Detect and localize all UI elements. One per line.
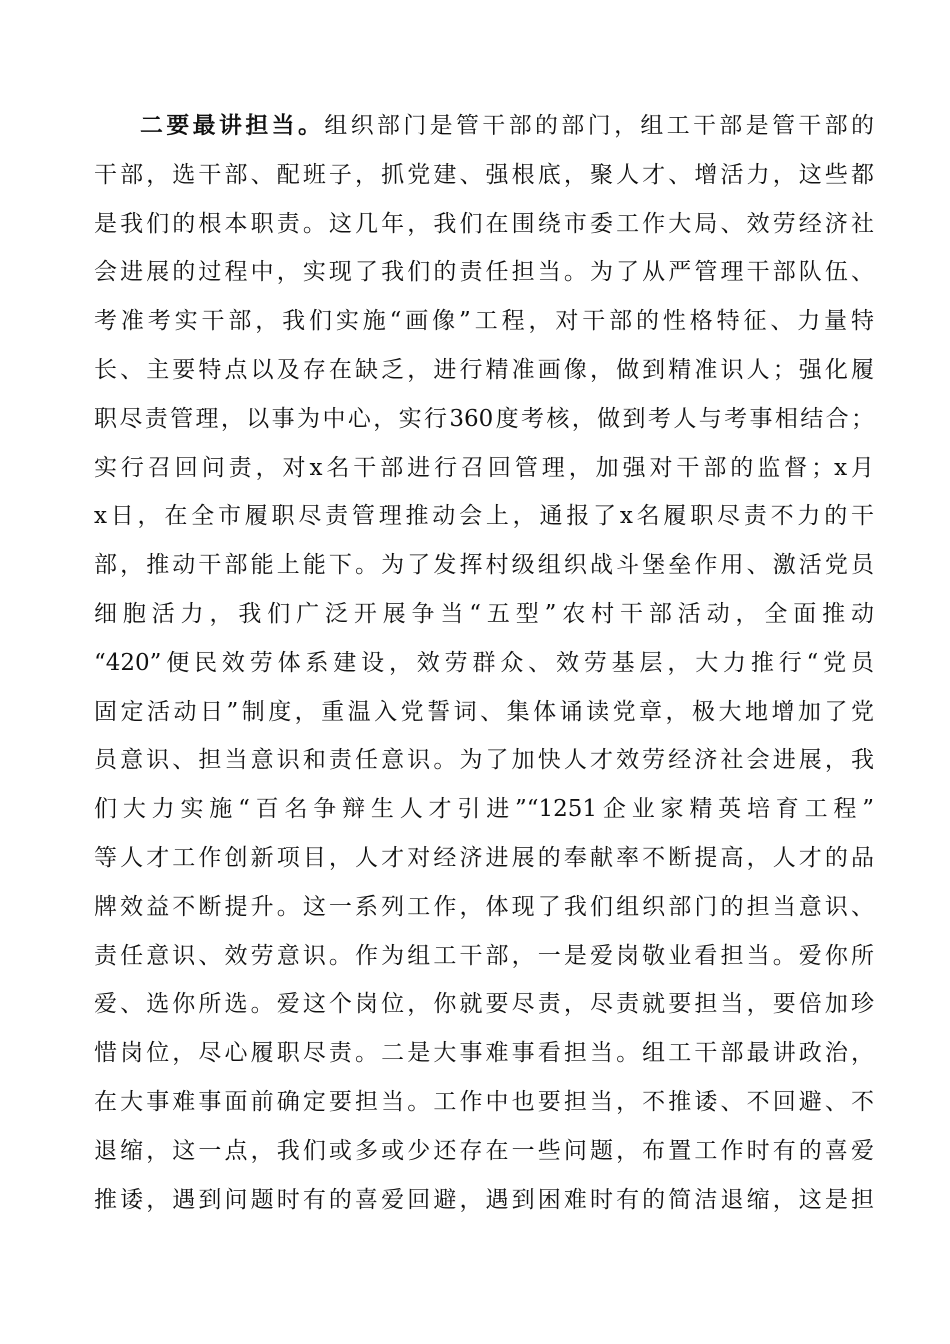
paragraph-line: 考准考实干部，我们实施“画像”工程，对干部的性格特征、力量特: [94, 308, 874, 335]
paragraph-line: 实行召回问责，对x名干部进行召回管理，加强对干部的监督；x月: [94, 454, 874, 481]
paragraph-line: 是我们的根本职责。这几年，我们在围绕市委工作大局、效劳经济社: [94, 210, 874, 237]
body-paragraph: [94, 102, 874, 1224]
paragraph-line: 会进展的过程中，实现了我们的责任担当。为了从严管理干部队伍、: [94, 259, 874, 286]
line-text: 组织部门是管干部的部门，组工干部是管干部的: [324, 113, 874, 139]
paragraph-line: x日，在全市履职尽责管理推动会上，通报了x名履职尽责不力的干: [94, 503, 874, 530]
paragraph-line: 退缩，这一点，我们或多或少还存在一些问题，布置工作时有的喜爱: [94, 1137, 874, 1164]
paragraph-line: 爱、选你所选。爱这个岗位，你就要尽责，尽责就要担当，要倍加珍: [94, 991, 874, 1018]
paragraph-line: 干部，选干部、配班子，抓党建、强根底，聚人才、增活力，这些都: [94, 161, 874, 188]
paragraph-line: “420”便民效劳体系建设，效劳群众、效劳基层，大力推行“党员: [94, 649, 874, 676]
paragraph-line: 推诿，遇到问题时有的喜爱回避，遇到困难时有的简洁退缩，这是担: [94, 1186, 874, 1213]
paragraph-line: 部，推动干部能上能下。为了发挥村级组织战斗堡垒作用、激活党员: [94, 552, 874, 579]
paragraph-line: 长、主要特点以及存在缺乏，进行精准画像，做到精准识人；强化履: [94, 356, 874, 383]
paragraph-lead-heading: 二要最讲担当。: [140, 113, 325, 139]
paragraph-line: 惜岗位，尽心履职尽责。二是大事难事看担当。组工干部最讲政治，: [94, 1040, 874, 1067]
paragraph-line: 等人才工作创新项目，人才对经济进展的奉献率不断提高，人才的品: [94, 844, 874, 871]
paragraph-line: 牌效益不断提升。这一系列工作，体现了我们组织部门的担当意识、: [94, 893, 874, 920]
paragraph-line: 在大事难事面前确定要担当。工作中也要担当，不推诿、不回避、不: [94, 1088, 874, 1115]
paragraph-line: 固定活动日”制度，重温入党誓词、集体诵读党章，极大地增加了党: [94, 698, 874, 725]
paragraph-line: 细胞活力，我们广泛开展争当“五型”农村干部活动，全面推动: [94, 600, 874, 627]
paragraph-line: 们大力实施“百名争辩生人才引进”“1251企业家精英培育工程”: [94, 796, 874, 823]
paragraph-line: 员意识、担当意识和责任意识。为了加快人才效劳经济社会进展，我: [94, 747, 874, 774]
paragraph-line: 责任意识、效劳意识。作为组工干部，一是爱岗敬业看担当。爱你所: [94, 942, 874, 969]
paragraph-line: [94, 102, 874, 151]
paragraph-line: 职尽责管理，以事为中心，实行360度考核，做到考人与考事相结合；: [94, 405, 874, 432]
